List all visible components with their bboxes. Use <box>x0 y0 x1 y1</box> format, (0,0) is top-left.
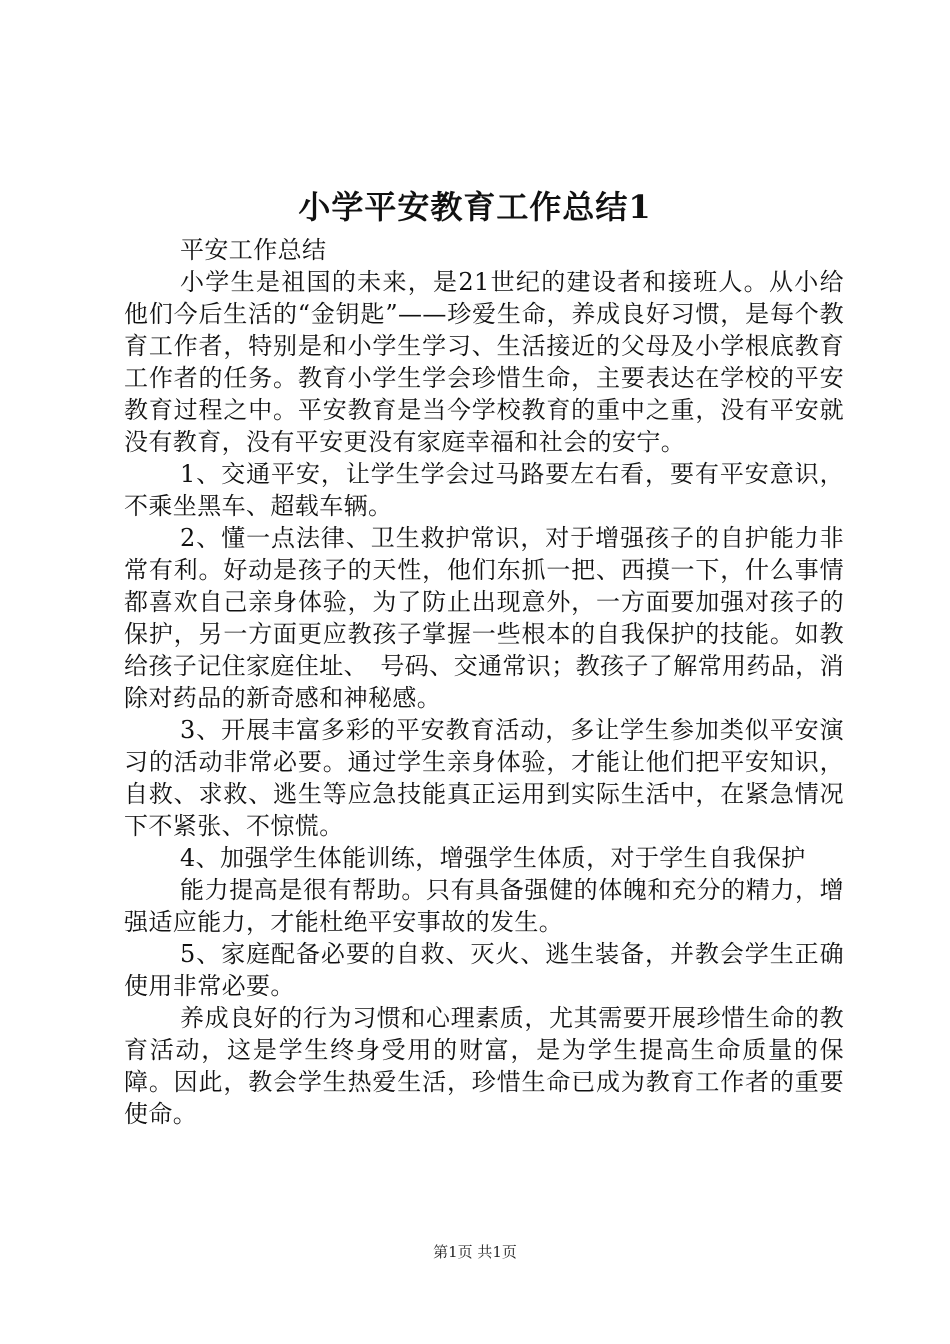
paragraph-item-4: 4、加强学生体能训练，增强学生体质，对于学生自我保护 <box>180 844 806 872</box>
paragraph-item-4-continued: 能力提高是很有帮助。只有具备强健的体魄和充分的精力，增强适应能力，才能杜绝平安事故的发生。 <box>124 876 844 936</box>
paragraph-item-3: 3、开展丰富多彩的平安教育活动，多让学生参加类似平安演习的活动非常必要。通过学生亲身体验，才能让他们把平安知识，自救、求救、逃生等应急技能真正运用到实际生活中，在紧急情况下不紧张、不惊慌。 <box>124 716 844 840</box>
paragraph-item-2: 2、懂一点法律、卫生救护常识，对于增强孩子的自护能力非常有利。好动是孩子的天性，他们东抓一把、西摸一下，什么事情都喜欢自己亲身体验，为了防止出现意外，一方面要加强对孩子的保护，另一方面更应教孩子掌握一些根本的自我保护的技能。如教给孩子记住家庭住址、 号码、交通常识；教孩子了解常用药品，消除对药品的新奇感和神秘感。 <box>124 524 844 712</box>
paragraph-intro: 小学生是祖国的未来，是21世纪的建设者和接班人。从小给他们今后生活的“金钥匙”——珍爱生命，养成良好习惯，是每个教育工作者，特别是和小学生学习、生活接近的父母及小学根底教育工作者的任务。教育小学生学会珍惜生命，主要表达在学校的平安教育过程之中。平安教育是当今学校教育的重中之重，没有平安就没有教育，没有平安更没有家庭幸福和社会的安宁。 <box>124 268 844 456</box>
page-footer: 第1页 共1页 <box>433 1243 517 1261</box>
page-title: 小学平安教育工作总结1 <box>298 188 652 226</box>
paragraph-item-5: 5、家庭配备必要的自救、灭火、逃生装备，并教会学生正确使用非常必要。 <box>124 940 844 1000</box>
paragraph-conclusion: 养成良好的行为习惯和心理素质，尤其需要开展珍惜生命的教育活动，这是学生终身受用的财富，是为学生提高生命质量的保障。因此，教会学生热爱生活，珍惜生命已成为教育工作者的重要使命。 <box>124 1004 844 1128</box>
paragraph-heading: 平安工作总结 <box>180 236 327 264</box>
document-body <box>124 234 844 1130</box>
paragraph-item-1: 1、交通平安，让学生学会过马路要左右看，要有平安意识，不乘坐黑车、超载车辆。 <box>124 460 844 520</box>
